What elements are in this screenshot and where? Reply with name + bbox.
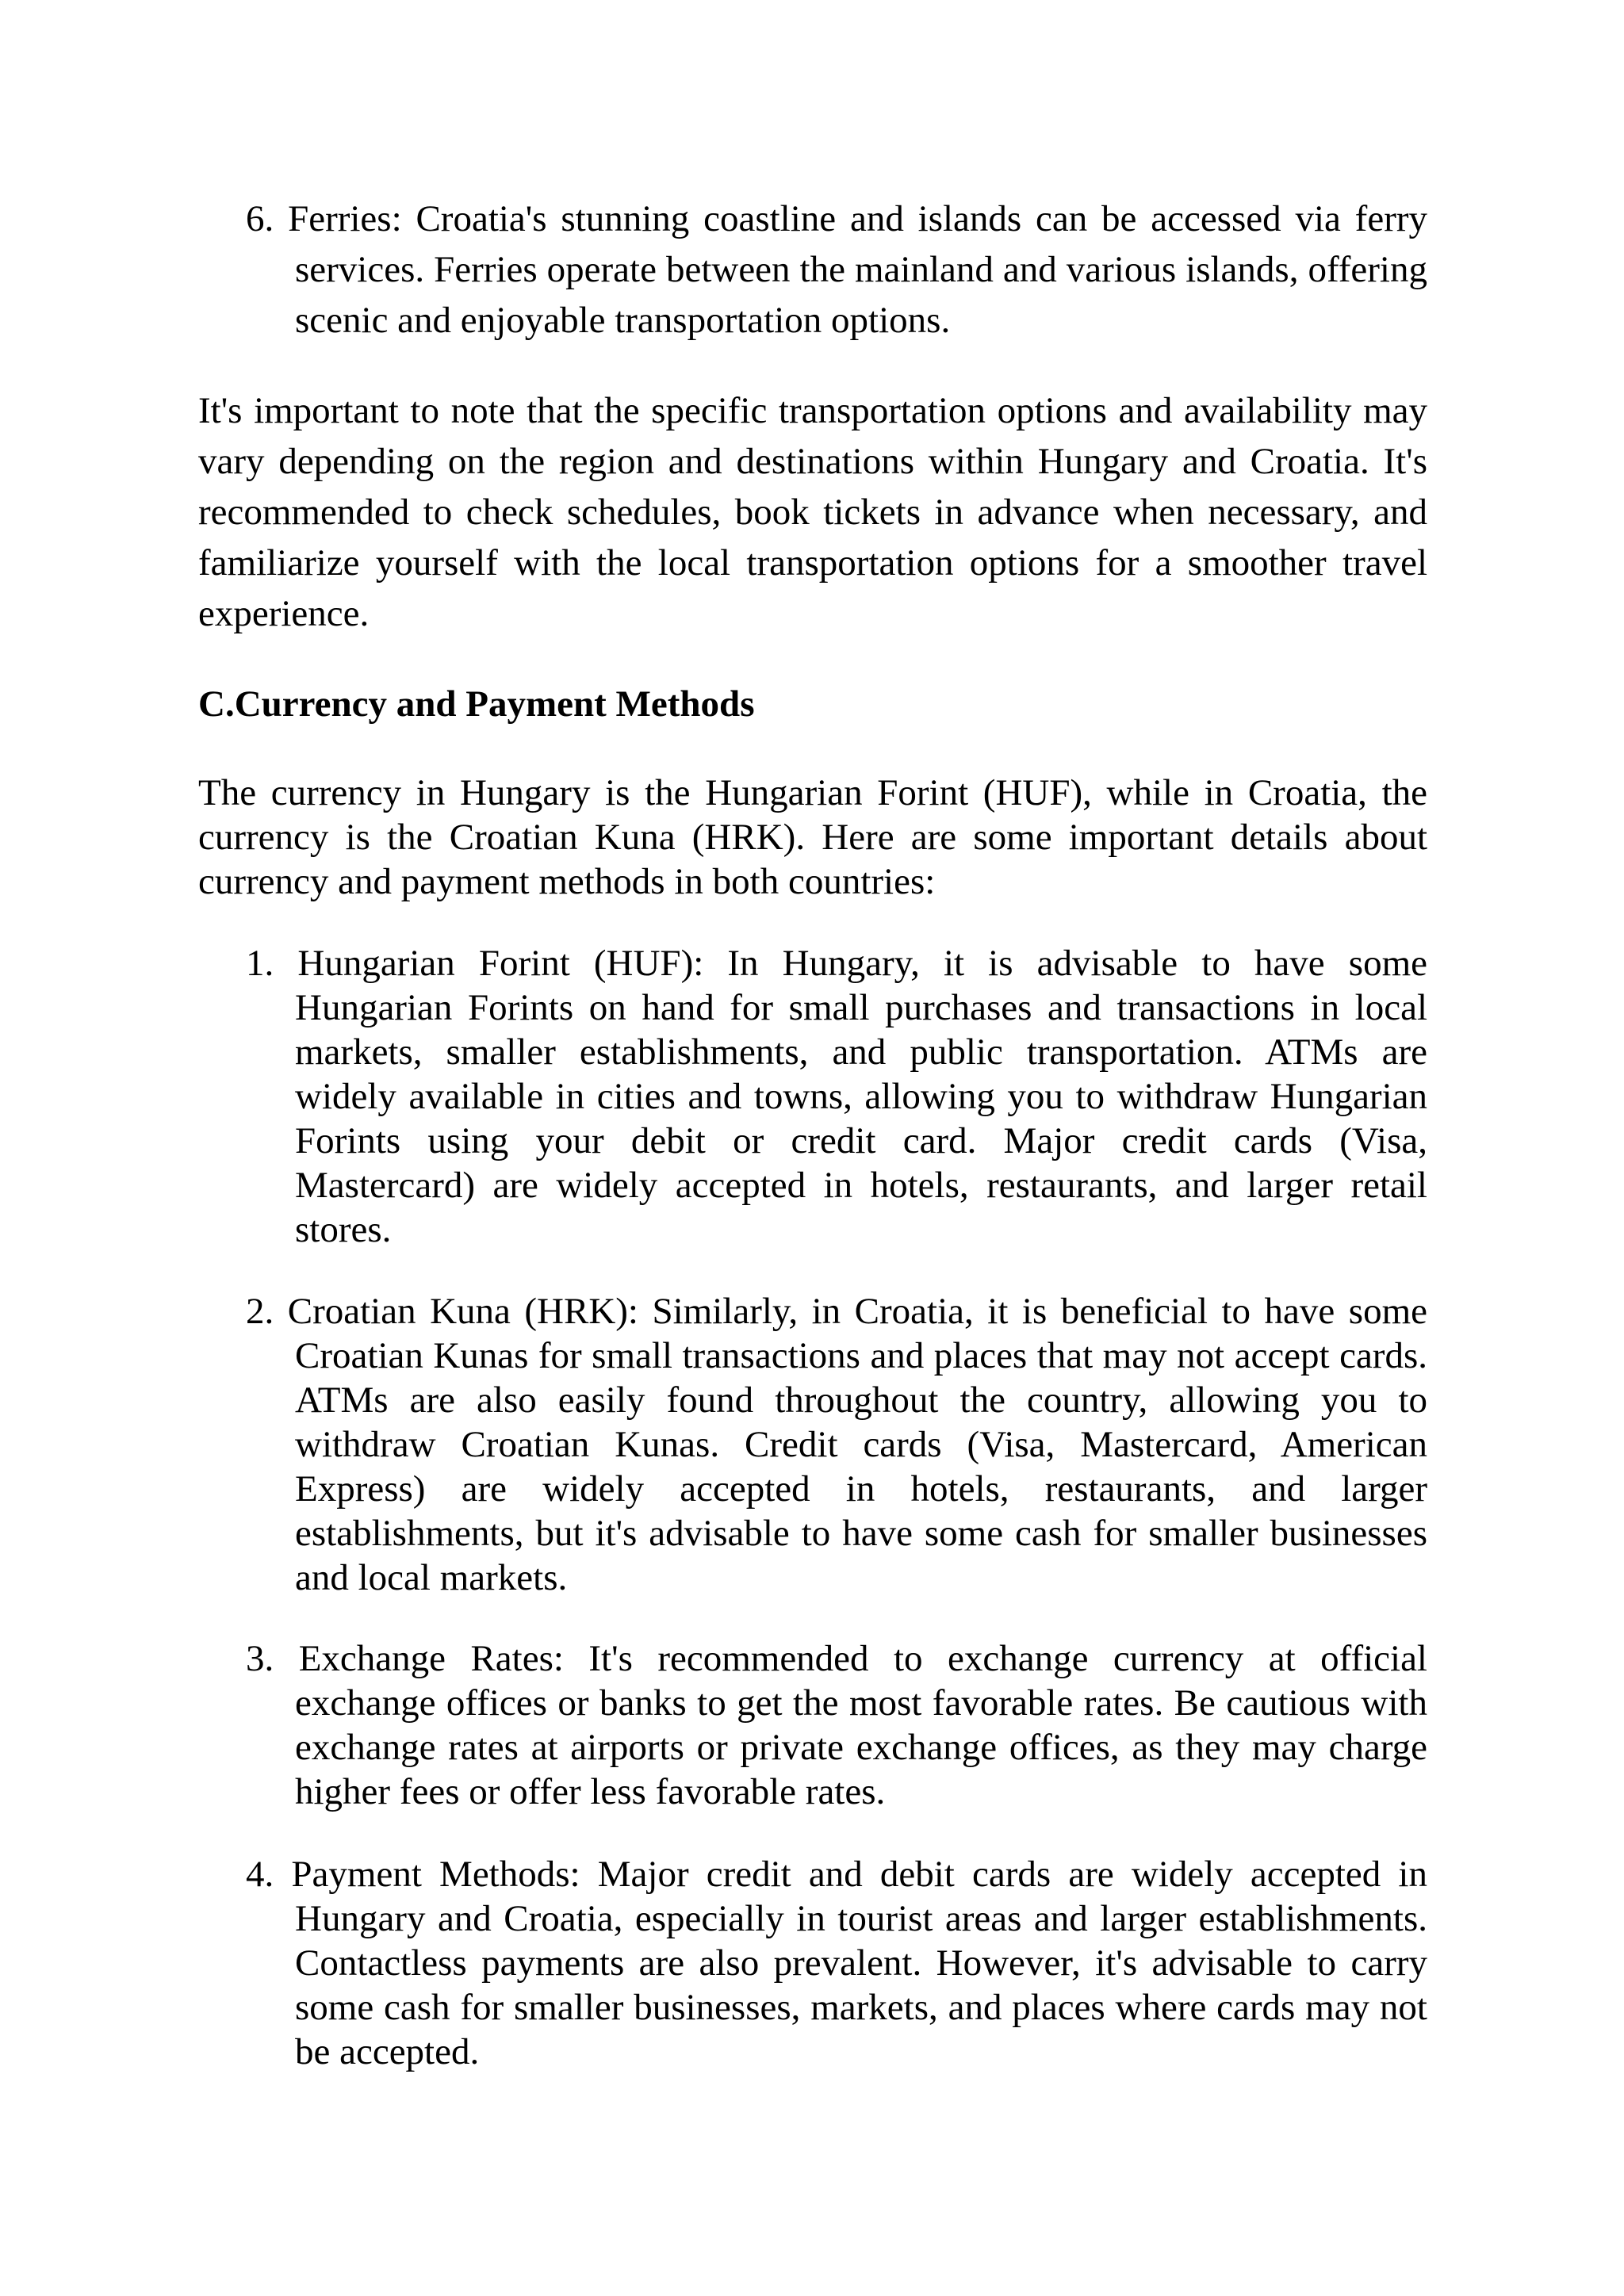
currency-intro-paragraph: The currency in Hungary is the Hungarian Forint (HUF), while in Croatia, the currency is the Croatian Kuna (HRK). Here are some important details about currency and payment methods in both countries: bbox=[198, 772, 1427, 902]
transport-note-paragraph: It's important to note that the specific transportation options and availability may vary depending on the region and destinations within Hungary and Croatia. It's recommended to check schedules, book tickets in advance when necessary, and familiarize yourself with the local transportation options for a smoother travel experience. bbox=[198, 390, 1427, 634]
list-item-ferries: 6. Ferries: Croatia's stunning coastline and islands can be accessed via ferry services. Ferries operate between the mainland and various islands, offering scenic and enjoyable transportation options. bbox=[246, 198, 1427, 341]
list-item-payment-methods: 4. Payment Methods: Major credit and debit cards are widely accepted in Hungary and Croatia, especially in tourist areas and larger establishments. Contactless payments are also prevalent. However, it's advisable to carry some cash for smaller businesses, markets, and places where cards may not be accepted. bbox=[246, 1854, 1427, 2072]
list-item-croatian-kuna: 2. Croatian Kuna (HRK): Similarly, in Croatia, it is beneficial to have some Croatian Kunas for small transactions and places that may not accept cards. ATMs are also easily found throughout the country, allowing you to withdraw Croatian Kunas. Credit cards (Visa, Mastercard, American Express) are widely accepted in hotels, restaurants, and larger establishments, but it's advisable to have some cash for smaller businesses and local markets. bbox=[246, 1291, 1427, 1598]
list-item-hungarian-forint: 1. Hungarian Forint (HUF): In Hungary, it is advisable to have some Hungarian Forints on hand for small purchases and transactions in local markets, smaller establishments, and public transportation. ATMs are widely available in cities and towns, allowing you to withdraw Hungarian Forints using your debit or credit card. Major credit cards (Visa, Mastercard) are widely accepted in hotels, restaurants, and larger retail stores. bbox=[246, 943, 1427, 1250]
list-item-exchange-rates: 3. Exchange Rates: It's recommended to exchange currency at official exchange offices or banks to get the most favorable rates. Be cautious with exchange rates at airports or private exchange offices, as they may charge higher fees or offer less favorable rates. bbox=[246, 1638, 1427, 1812]
section-heading: C.Currency and Payment Methods bbox=[198, 683, 755, 725]
